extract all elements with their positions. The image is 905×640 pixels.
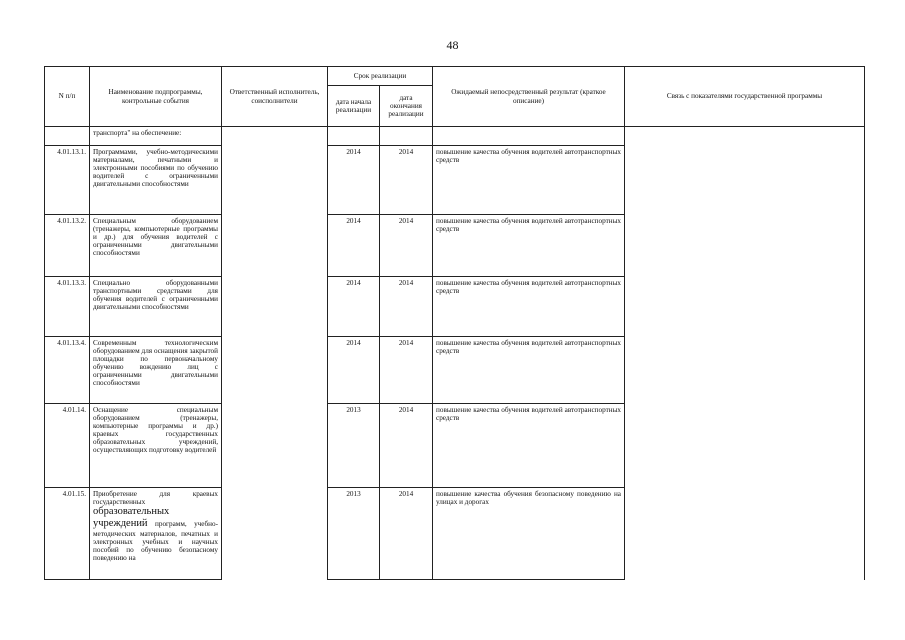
row-name-emphasis: образовательных учреждений [93, 506, 170, 529]
row-name-part: программ, учебно-методических материалов, печатных и электронных учебных и научных пособий по обучению безопасному поведению на [93, 519, 218, 562]
table-row [45, 215, 865, 277]
row-start: 2013 [328, 488, 380, 580]
continuation-text: транспорта" на обеспечение: [90, 127, 222, 146]
page-number: 48 [446, 38, 459, 52]
row-result: повышение качества обучения водителей автотранспортных средств [433, 337, 625, 404]
row-number: 4.01.13.3. [45, 277, 90, 337]
header-responsible: Ответственный исполнитель, соисполнители [222, 67, 328, 127]
table-row [45, 488, 865, 580]
program-table [44, 66, 865, 580]
row-result: повышение качества обучения водителей автотранспортных средств [433, 277, 625, 337]
row-end: 2014 [380, 146, 433, 215]
row-name-part: Приобретение для краевых государственных [93, 490, 218, 507]
row-name: Специальным оборудованием (тренажеры, компьютерные программы и др.) для обучения водителей с ограниченными двигательными способностями [90, 215, 222, 277]
header-term: Срок реализации [328, 67, 433, 86]
row-start: 2013 [328, 404, 380, 488]
row-result: повышение качества обучения водителей автотранспортных средств [433, 146, 625, 215]
row-number: 4.01.13.1. [45, 146, 90, 215]
header-num: N п/п [45, 67, 90, 127]
row-end: 2014 [380, 337, 433, 404]
row-start: 2014 [328, 215, 380, 277]
row-start: 2014 [328, 146, 380, 215]
table-row [45, 127, 865, 146]
row-name: Современным технологическим оборудованием для оснащения закрытой площадки по первоначальному обучению вождению лиц с ограниченными двигательными способностями [90, 337, 222, 404]
row-result: повышение качества обучения водителей автотранспортных средств [433, 215, 625, 277]
table-row [45, 277, 865, 337]
row-end: 2014 [380, 404, 433, 488]
table-row [45, 146, 865, 215]
row-number: 4.01.13.4. [45, 337, 90, 404]
row-end: 2014 [380, 488, 433, 580]
table-row [45, 337, 865, 404]
header-start-date: дата начала реализации [328, 86, 380, 127]
row-number: 4.01.15. [45, 488, 90, 580]
header-link: Связь с показателями государственной программы [625, 67, 865, 127]
row-name: Программами, учебно-методическими материалами, печатными и электронными пособиями по обучению водителей с ограниченными двигательными способностями [90, 146, 222, 215]
row-end: 2014 [380, 277, 433, 337]
row-name: Специально оборудованными транспортными средствами для обучения водителей с ограниченными двигательными способностями [90, 277, 222, 337]
header-name: Наименование подпрограммы, контрольные события [90, 67, 222, 127]
row-number: 4.01.14. [45, 404, 90, 488]
table-row [45, 404, 865, 488]
row-start: 2014 [328, 337, 380, 404]
row-start: 2014 [328, 277, 380, 337]
row-result: повышение качества обучения безопасному поведению на улицах и дорогах [433, 488, 625, 580]
row-name [90, 488, 222, 580]
row-name: Оснащение специальным оборудованием (тренажеры, компьютерные программы и др.) краевых государственных образовательных учреждений, осуществляющих подготовку водителей [90, 404, 222, 488]
row-number: 4.01.13.2. [45, 215, 90, 277]
header-end-date: дата окончания реализации [380, 86, 433, 127]
row-result: повышение качества обучения водителей автотранспортных средств [433, 404, 625, 488]
header-result: Ожидаемый непосредственный результат (краткое описание) [433, 67, 625, 127]
row-end: 2014 [380, 215, 433, 277]
